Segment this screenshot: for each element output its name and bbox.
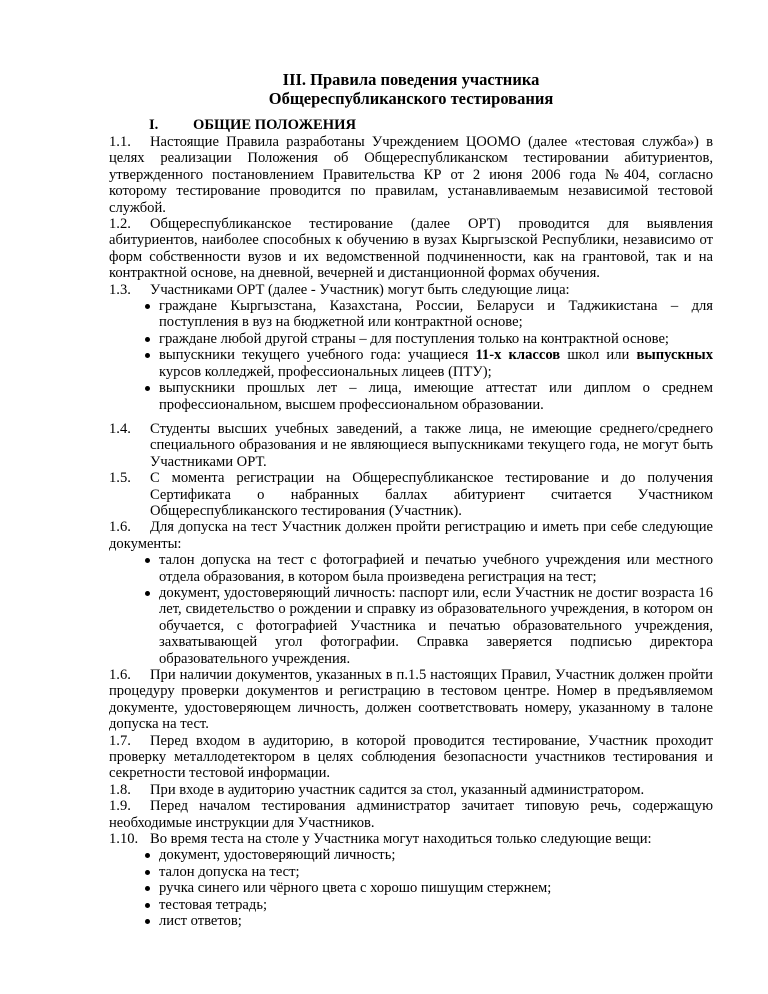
clause-text: Студенты высших учебных заведений, а также лица, не имеющие среднего/среднего специального образования и не являющиеся выпускниками текущего года, не могут быть Участниками ОРТ. (150, 420, 713, 470)
clause-number: 1.7. (109, 732, 131, 749)
list-item: выпускники текущего учебного года: учащиеся 11-х классов школ или выпускных курсов колледжей, профессиональных лицеев (ПТУ); (109, 347, 713, 380)
clause-text: Во время теста на столе у Участника могут находиться только следующие вещи: (150, 831, 652, 848)
bold-text: 11-х классов (475, 347, 561, 364)
clause-number: 1.5. (109, 470, 131, 487)
section-heading (109, 117, 713, 134)
clause-1-2 (109, 216, 713, 282)
list-item: талон допуска на тест с фотографией и печатью учебного учреждения или местного отдела образования, в котором была произведена регистрация на тест; (109, 552, 713, 585)
clause-number: 1.10. (109, 831, 139, 848)
list-item: документ, удостоверяющий личность; (109, 847, 713, 863)
clause-1-3 (109, 282, 713, 298)
list-item: талон допуска на тест; (109, 864, 713, 880)
document-title (109, 70, 713, 108)
clause-1-7 (109, 733, 713, 782)
section-number: I. (149, 117, 159, 133)
clause-number: 1.6. (109, 667, 131, 683)
clause-number: 1.1. (109, 134, 131, 150)
clause-text: При наличии документов, указанных в п.1.5 настоящих Правил, Участник должен пройти процедуру проверки документов и регистрацию в тестовом центре. Номер в предъявляемом документе, удостоверяющем личность, должен соответствовать номеру, указанному в талоне допуска на тест. (109, 667, 713, 733)
clause-number: 1.6. (109, 519, 131, 536)
title-line-2: Общереспубликанского тестирования (268, 89, 554, 108)
clause-1-6-b (109, 667, 713, 733)
list-item: граждане любой другой страны – для поступления только на контрактной основе; (109, 331, 713, 347)
clause-1-1 (109, 134, 713, 216)
clause-number: 1.2. (109, 216, 131, 233)
allowed-items-list (109, 847, 713, 929)
section-title: ОБЩИЕ ПОЛОЖЕНИЯ (193, 117, 357, 133)
documents-list (109, 552, 713, 667)
clause-1-4 (109, 421, 713, 470)
clause-1-5 (109, 470, 713, 519)
list-item: граждане Кыргызстана, Казахстана, России, Беларуси и Таджикистана – для поступления в вуз на бюджетной или контрактной основе; (109, 298, 713, 331)
clause-text: Участниками ОРТ (далее - Участник) могут быть следующие лица: (150, 281, 570, 298)
clause-text: С момента регистрации на Общереспубликанское тестирование и до получения Сертификата о набранных баллах абитуриент считается Участником Общереспубликанского тестирования (Участник). (150, 470, 713, 519)
list-item: тестовая тетрадь; (109, 897, 713, 913)
list-item: ручка синего или чёрного цвета с хорошо пишущим стержнем; (109, 880, 713, 896)
clause-1-8 (109, 782, 713, 798)
list-item: выпускники прошлых лет – лица, имеющие аттестат или диплом о среднем профессиональном, высшем профессиональном образовании. (109, 380, 713, 413)
title-line-1: III. Правила поведения участника (282, 70, 540, 89)
clause-1-6-a (109, 519, 713, 552)
participants-list (109, 298, 713, 413)
document-page (109, 70, 713, 930)
clause-number: 1.9. (109, 798, 131, 815)
clause-1-10 (109, 831, 713, 847)
clause-text: Перед входом в аудиторию, в которой проводится тестирование, Участник проходит проверку металлодетектором в целях соблюдения безопасности участников тестирования и секретности тестовой информации. (109, 732, 713, 782)
clause-1-9 (109, 798, 713, 831)
list-item: документ, удостоверяющий личность: паспорт или, если Участник не достиг возраста 16 лет, свидетельство о рождении и справку из образовательного учреждения, в котором он обучается, с фотографией Участника и печатью образовательного учреждения, захватывающей угол фотографии. Справка заверяется подписью директора образовательного учреждения. (109, 585, 713, 667)
clause-text: Для допуска на тест Участник должен пройти регистрацию и иметь при себе следующие документы: (109, 519, 713, 552)
list-item: лист ответов; (109, 913, 713, 929)
clause-text: Настоящие Правила разработаны Учреждением ЦООМО (далее «тестовая служба») в целях реализации Положения об Общереспубликанском тестировании абитуриентов, утвержденного постановлением Правительства КР от 2 июня 2006 года №404, согласно которому тестирование проводится по правилам, устанавливаемым независимой тестовой службой. (109, 134, 713, 216)
clause-text: Общереспубликанское тестирование (далее ОРТ) проводится для выявления абитуриентов, наиболее способных к обучению в вузах Кыргызской Республики, независимо от форм собственности вузов и их ведомственной подчиненности, как на грантовой, так и на контрактной основе, на дневной, вечерней и дистанционной формах обучения. (109, 216, 713, 282)
clause-number: 1.8. (109, 781, 131, 798)
bold-text: выпускных (636, 347, 713, 364)
clause-text: Перед началом тестирования администратор зачитает типовую речь, содержащую необходимые инструкции для Участников. (109, 798, 713, 831)
clause-number: 1.3. (109, 281, 131, 298)
clause-text: При входе в аудиторию участник садится за стол, указанный администратором. (150, 781, 645, 798)
clause-number: 1.4. (109, 420, 131, 437)
